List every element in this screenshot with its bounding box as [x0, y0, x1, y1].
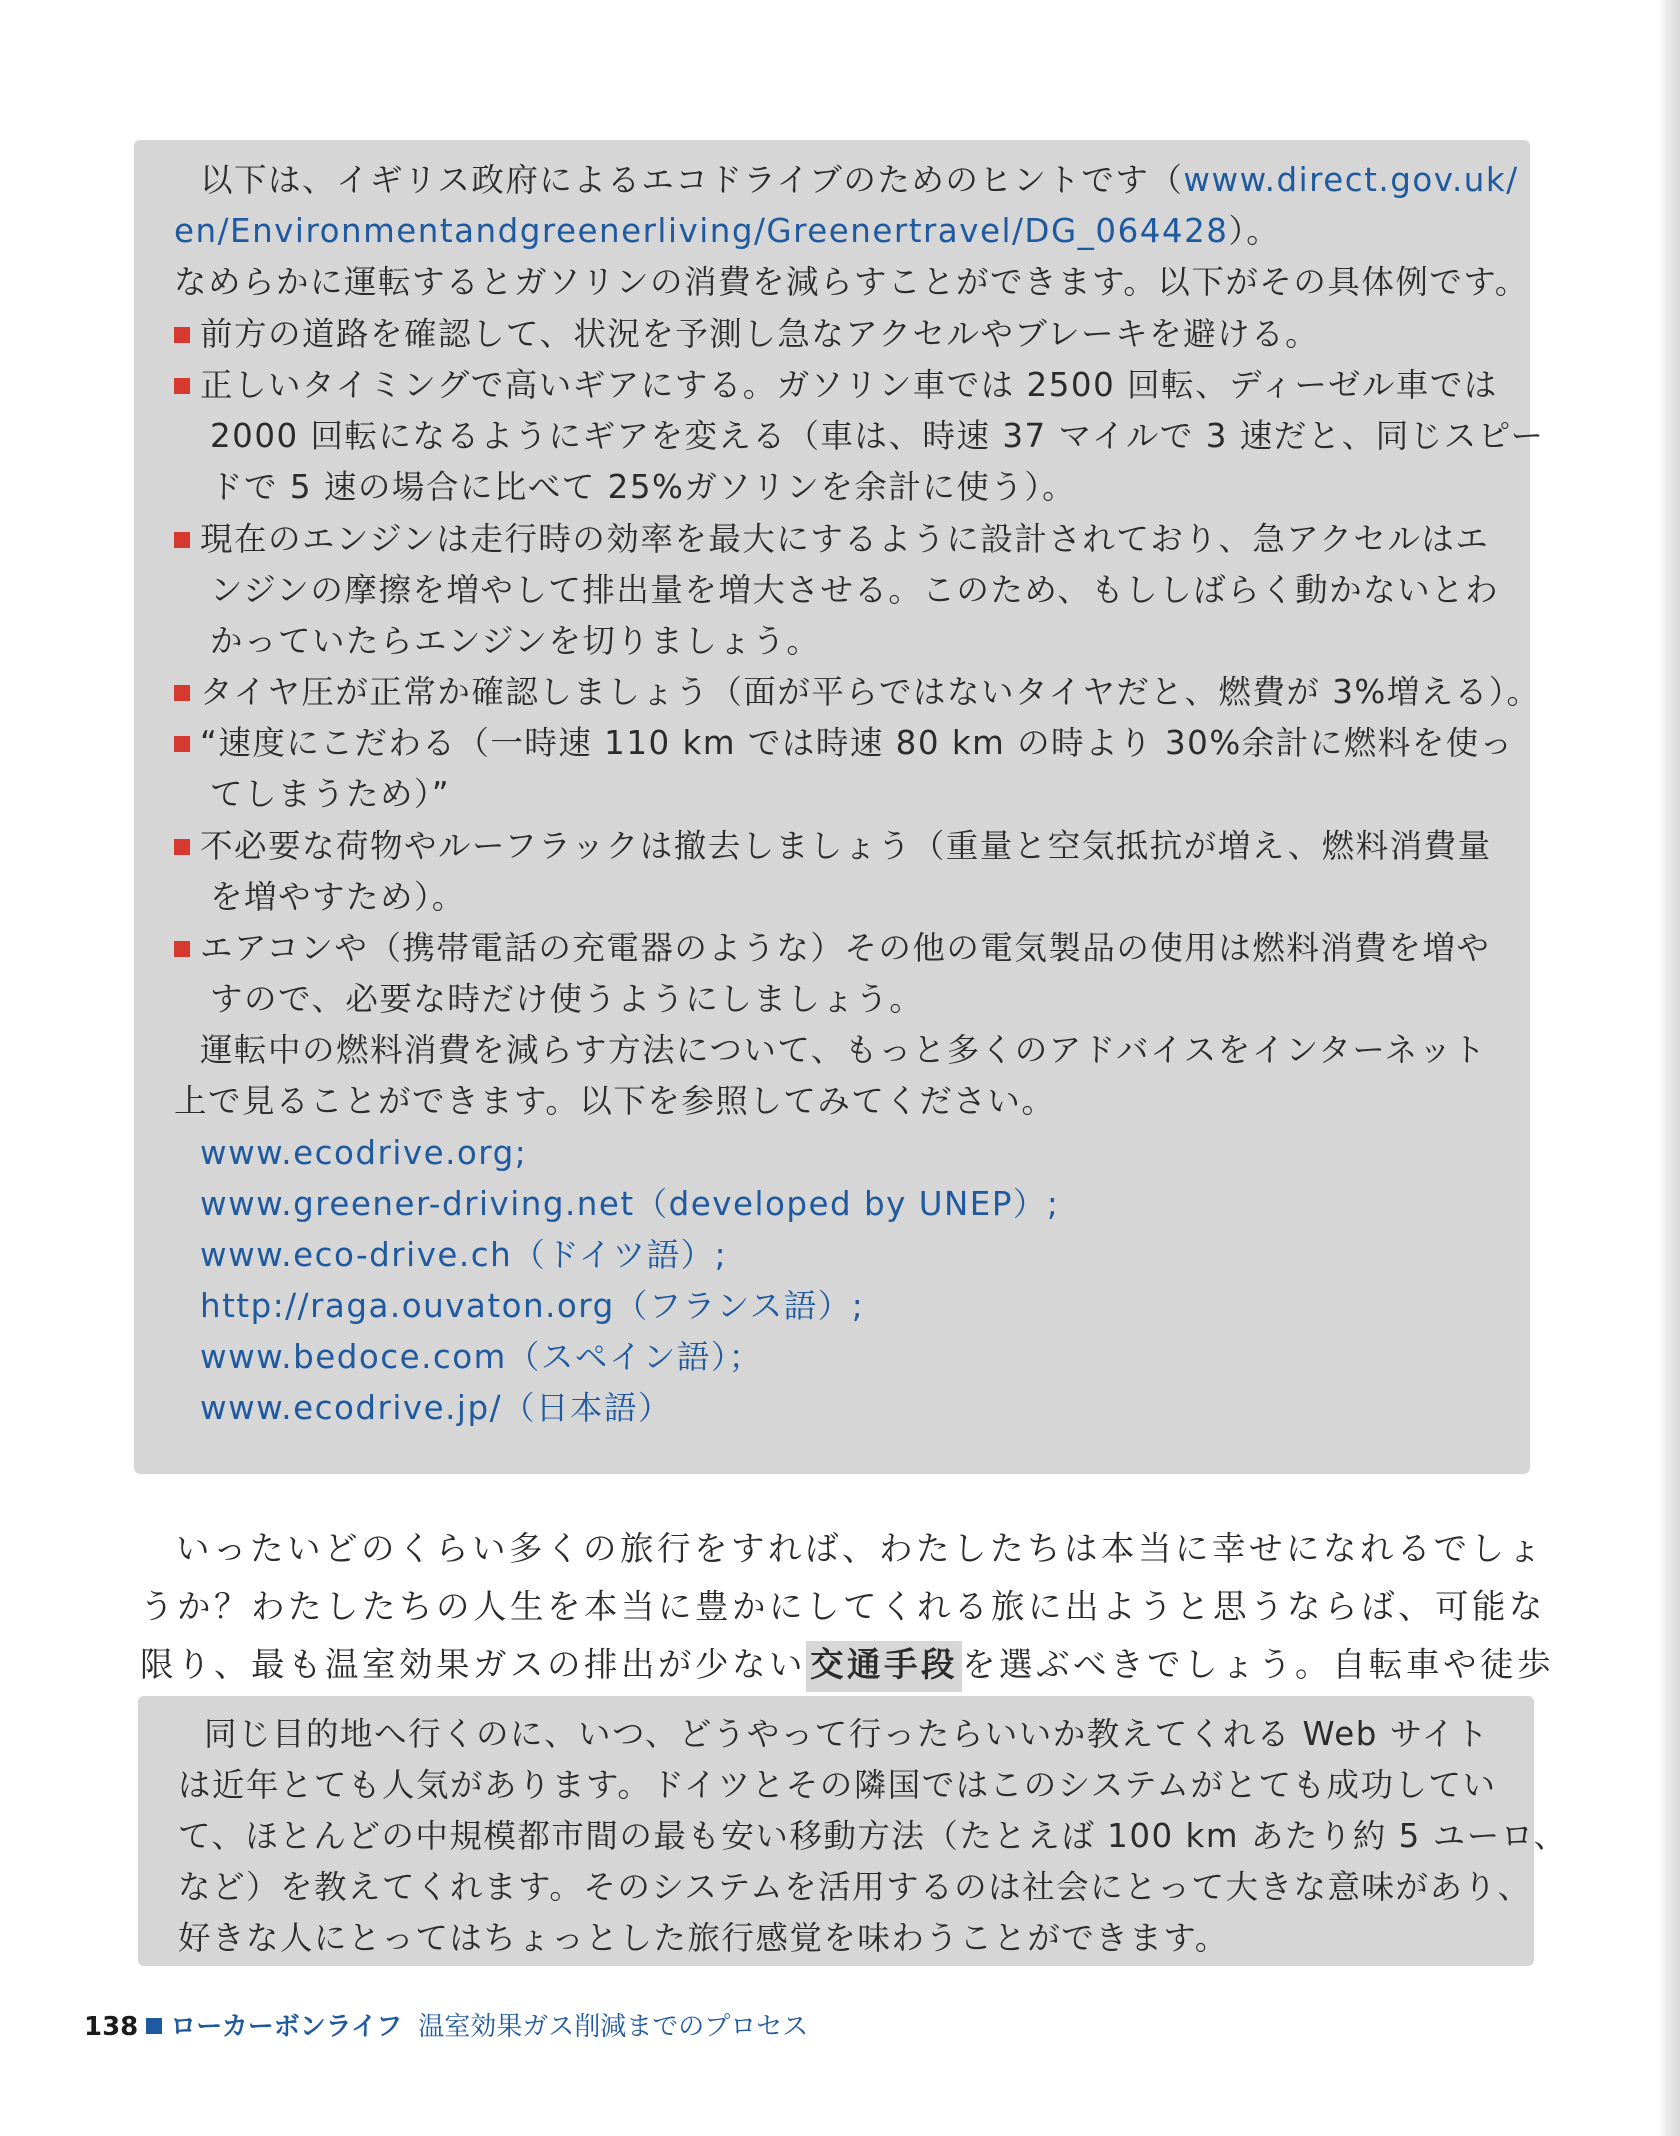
book-title: ローカーボンライフ [170, 2012, 403, 2042]
link-item: www.ecodrive.jp/（日本語） [200, 1389, 673, 1427]
bedoce-link[interactable]: www.bedoce.com [200, 1338, 507, 1376]
gov-uk-link[interactable]: www.direct.gov.uk/ [1183, 161, 1519, 199]
advice-line-2: 上で見ることができます。以下を参照してみてください。 [174, 1082, 1056, 1120]
red-bullet-icon [174, 736, 190, 752]
page-edge-shadow [1658, 0, 1680, 2136]
tip-5: “速度にこだわる（一時速 110 km では時速 80 km の時より 30%余計に燃料を使っ [174, 717, 1500, 769]
link-item: www.bedoce.com（スペイン語）； [200, 1338, 763, 1376]
tip-3-cont: ンジンの摩擦を増やして排出量を増大させる。このため、もししばらく動かないとわ [210, 571, 1500, 609]
gov-uk-link-path[interactable]: en/Environmentandgreenerliving/Greenertravel/DG_064428 [174, 212, 1229, 250]
box2-line: 同じ目的地へ行くのに、いつ、どうやって行ったらいいか教えてくれる Web サイト [204, 1715, 1490, 1753]
page-number: 138 [84, 2012, 139, 2042]
link-item: www.eco-drive.ch（ドイツ語）; [200, 1236, 728, 1274]
eco-drive-tips-box [134, 140, 1545, 1474]
intro-line-3: なめらかに運転するとガソリンの消費を減らすことができます。以下がその具体例です。 [174, 263, 1529, 301]
red-bullet-icon [174, 327, 190, 343]
tip-3: 現在のエンジンは走行時の効率を最大にするように設計されており、急アクセルはエ [174, 513, 1500, 565]
eco-drive-ch-link[interactable]: www.eco-drive.ch [200, 1236, 513, 1274]
red-bullet-icon [174, 378, 190, 394]
intro-line-1 [200, 154, 1519, 206]
red-bullet-icon [174, 941, 190, 957]
box2-line: て、ほとんどの中規模都市間の最も安い移動方法（たとえば 100 km あたり約 5 ユーロ、 [178, 1817, 1568, 1855]
book-subtitle: 温室効果ガス削減までのプロセス [418, 2012, 809, 2042]
tip-6: 不必要な荷物やルーフラックは撤去しましょう（重量と空気抵抗が増え、燃料消費量 [174, 820, 1500, 872]
red-bullet-icon [174, 685, 190, 701]
tip-7: エアコンや（携帯電話の充電器のような）その他の電気製品の使用は燃料消費を増や [174, 922, 1500, 974]
advice-line-1: 運転中の燃料消費を減らす方法について、もっと多くのアドバイスをインターネット [200, 1031, 1487, 1069]
tip-2: 正しいタイミングで高いギアにする。ガソリン車では 2500 回転、ディーゼル車では [174, 359, 1500, 411]
ecodrive-org-link[interactable]: www.ecodrive.org; [200, 1134, 528, 1172]
link-item: http://raga.ouvaton.org（フランス語）; [200, 1287, 865, 1325]
page-footer [84, 2007, 808, 2047]
body-paragraph-line: うか？わたしたちの人生を本当に豊かにしてくれる旅に出ようと思うならば、可能な [140, 1587, 1546, 1626]
body-paragraph-line: いったいどのくらい多くの旅行をすれば、わたしたちは本当に幸せになれるでしょ [176, 1529, 1545, 1568]
body-paragraph-line: 限り、最も温室効果ガスの排出が少ない 交通手段 を選ぶべきでしょう。自転車や徒歩 [140, 1636, 1554, 1694]
ecodrive-jp-link[interactable]: www.ecodrive.jp/ [200, 1389, 503, 1427]
tip-1: 前方の道路を確認して、状況を予測し急なアクセルやブレーキを避ける。 [174, 308, 1500, 360]
tip-3-cont: かっていたらエンジンを切りましょう。 [210, 622, 821, 660]
red-bullet-icon [174, 532, 190, 548]
red-bullet-icon [174, 839, 190, 855]
intro-text: 以下は、イギリス政府によるエコドライブのためのヒントです（ [200, 161, 1184, 199]
tip-2-cont: ドで 5 速の場合に比べて 25%ガソリンを余計に使う）。 [210, 468, 1077, 506]
box2-line: 好きな人にとってはちょっとした旅行感覚を味わうことができます。 [178, 1919, 1229, 1957]
tip-4: タイヤ圧が正常か確認しましょう（面が平らではないタイヤだと、燃費が 3%増える）。 [174, 666, 1500, 718]
square-bullet-icon [146, 2018, 162, 2034]
tip-6-cont: を増やすため）。 [210, 878, 466, 916]
tip-5-cont: てしまうため）” [210, 775, 451, 813]
travel-site-box [138, 1696, 1568, 1966]
raga-ouvaton-link[interactable]: http://raga.ouvaton.org [200, 1287, 615, 1325]
greener-driving-link[interactable]: www.greener-driving.net [200, 1185, 635, 1223]
intro-tail: ）。 [1228, 212, 1281, 250]
highlighted-term: 交通手段 [806, 1641, 962, 1692]
tip-7-cont: すので、必要な時だけ使うようにしましょう。 [210, 980, 924, 1018]
box2-line: など）を教えてくれます。そのシステムを活用するのは社会にとって大きな意味があり、 [178, 1868, 1532, 1906]
link-item: www.greener-driving.net（developed by UNEP）; [200, 1185, 1060, 1223]
link-item [200, 1127, 1500, 1179]
tip-2-cont: 2000 回転になるようにギアを変える（車は、時速 37 マイルで 3 速だと、同じスピー [210, 417, 1545, 455]
intro-line-2 [174, 205, 1500, 257]
box2-line: は近年とても人気があります。ドイツとその隣国ではこのシステムがとても成功してい [178, 1766, 1497, 1804]
